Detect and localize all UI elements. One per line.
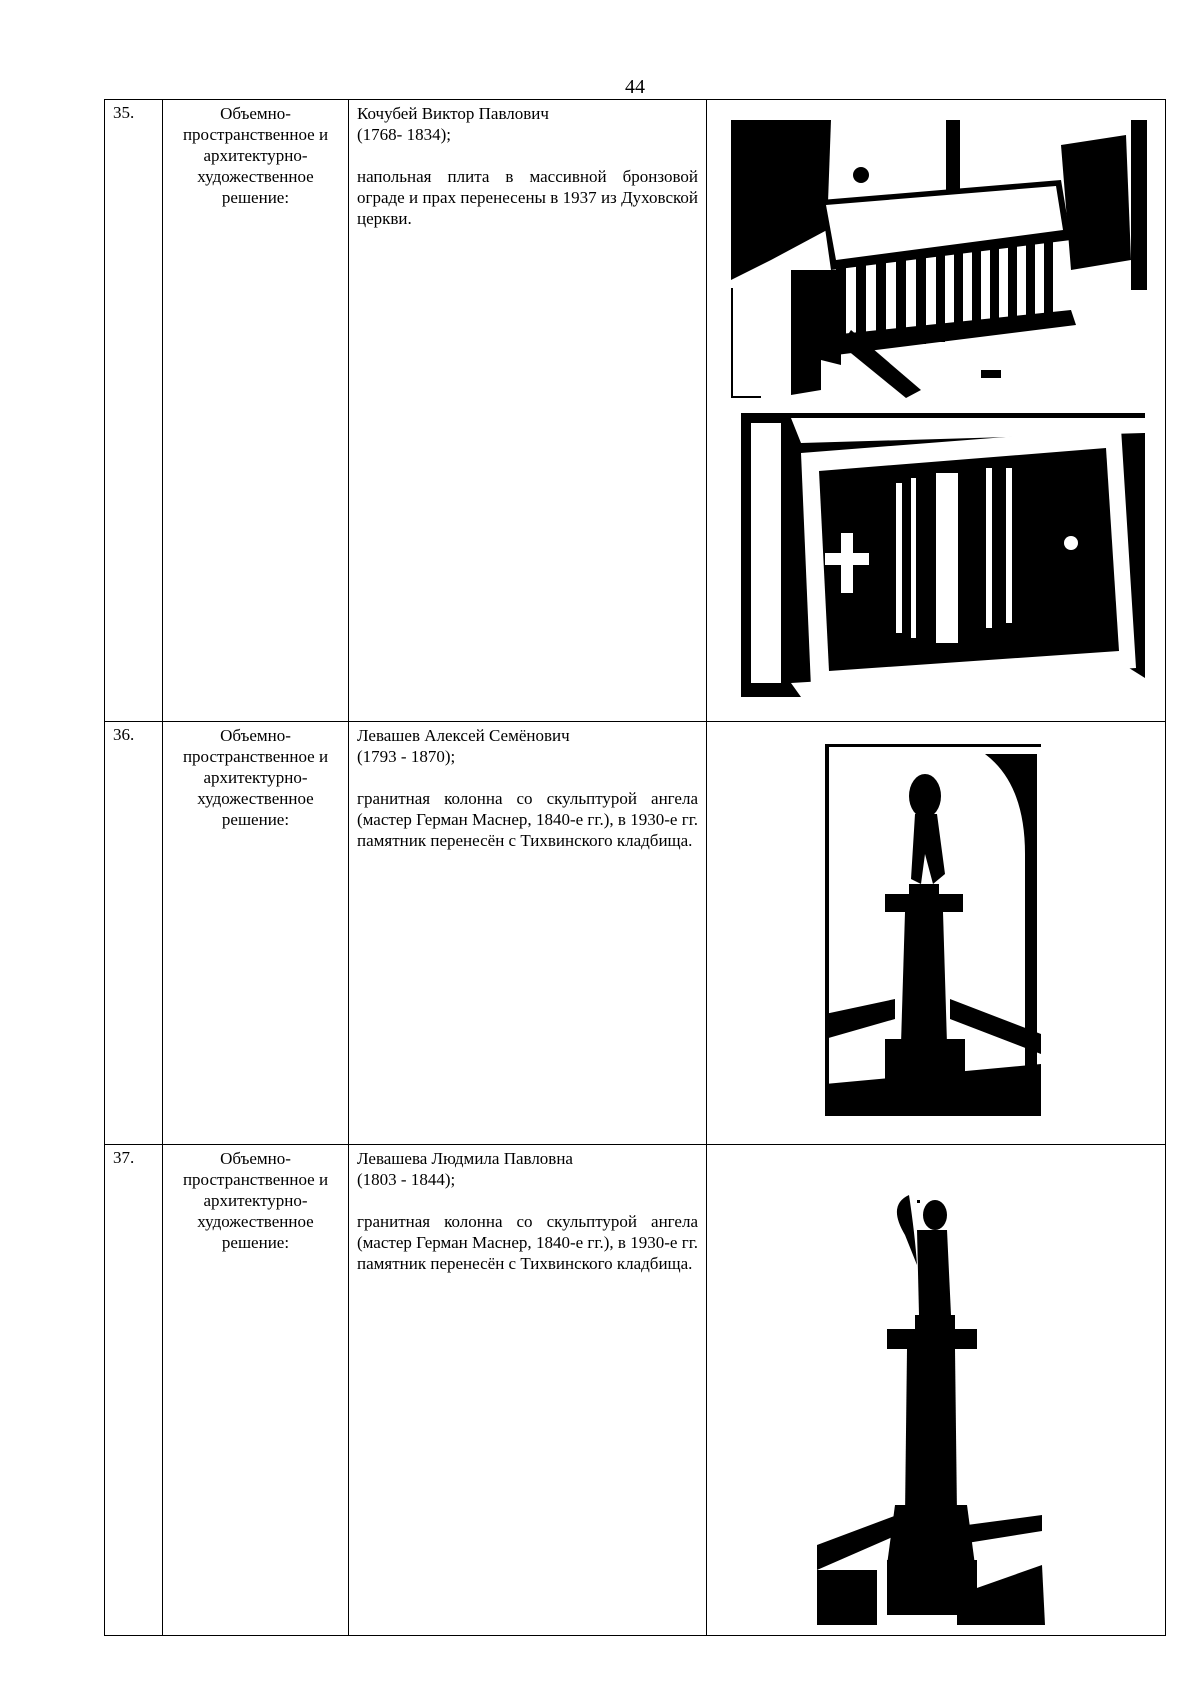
entry-description-cell (349, 100, 707, 722)
entry-type: Объемно-пространственное и архитектурно-художественное решение: (163, 1145, 349, 1636)
entry-photo-cell (707, 1145, 1166, 1636)
table-row (105, 100, 1166, 722)
floor-slab-photo (741, 413, 1145, 697)
entry-number: 37. (105, 1145, 163, 1636)
entry-description: гранитная колонна со скульптурой ангела (мастер Герман Маснер, 1840-е гг.), в 1930-е гг. памятник перенесён с Тихвинского кладбища. (357, 1212, 698, 1273)
entry-years: (1803 - 1844); (357, 1170, 456, 1189)
entry-years: (1768- 1834); (357, 125, 451, 144)
entry-type: Объемно-пространственное и архитектурно-художественное решение: (163, 100, 349, 722)
angel-column-photo (825, 744, 1041, 1116)
entry-photo-cell (707, 722, 1166, 1145)
monuments-table (104, 99, 1166, 1636)
entry-type: Объемно-пространственное и архитектурно-художественное решение: (163, 722, 349, 1145)
entry-description: напольная плита в массивной бронзовой ограде и прах перенесены в 1937 из Духовской церкви. (357, 167, 698, 228)
entry-photo-cell (707, 100, 1166, 722)
entry-number: 36. (105, 722, 163, 1145)
entry-description-cell (349, 722, 707, 1145)
entry-name: Левашева Людмила Павловна (357, 1149, 573, 1168)
bronze-fence-photo (731, 120, 1147, 398)
angel-column-photo (817, 1175, 1049, 1625)
entry-name: Кочубей Виктор Павлович (357, 104, 549, 123)
entry-description: гранитная колонна со скульптурой ангела (мастер Герман Маснер, 1840-е гг.), в 1930-е гг. памятник перенесён с Тихвинского кладбища. (357, 789, 698, 850)
table-row (105, 1145, 1166, 1636)
entry-description-cell (349, 1145, 707, 1636)
entry-number: 35. (105, 100, 163, 722)
table-row (105, 722, 1166, 1145)
entry-name: Левашев Алексей Семёнович (357, 726, 570, 745)
page-number: 44 (625, 76, 645, 98)
entry-years: (1793 - 1870); (357, 747, 456, 766)
